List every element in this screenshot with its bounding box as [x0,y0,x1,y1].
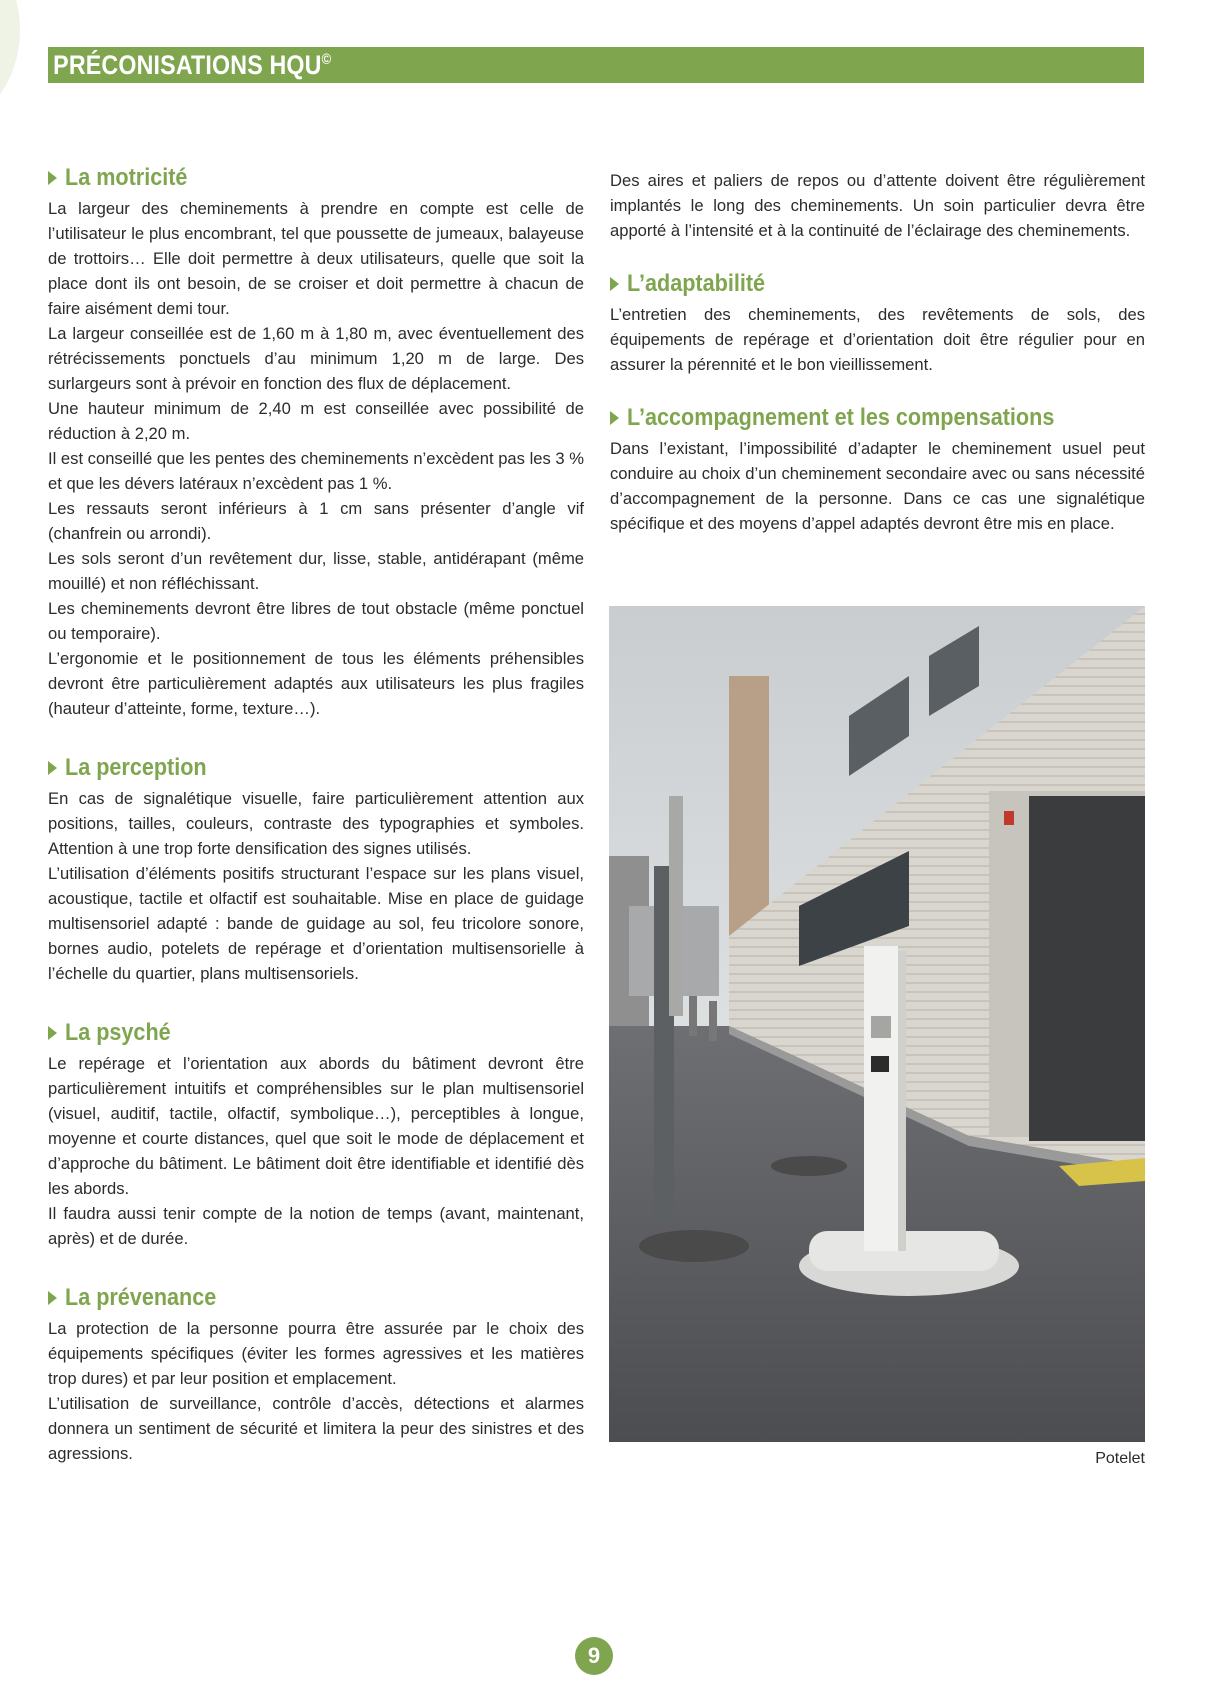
page-title: PRÉCONISATIONS HQU© [53,49,332,80]
paragraph: Les ressauts seront inférieurs à 1 cm sans présenter d’angle vif (chanfrein ou arrondi). [48,499,584,543]
copyright-mark: © [321,50,332,68]
paragraph: La protection de la personne pourra être assurée par le choix des équipements spécifiques (éviter les formes agressives et les matières trop dures) et par leur position et emplacement. [48,1319,584,1388]
page-number: 9 [575,1637,613,1675]
photo-caption: Potelet [1095,1450,1145,1467]
potelet-photo [609,606,1145,1442]
paragraph: L’ergonomie et le positionnement de tous les éléments préhensibles devront être particulièrement adaptés aux utilisateurs les plus fragiles (hauteur d’atteinte, forme, texture…). [48,649,584,718]
paragraph: Le repérage et l’orientation aux abords du bâtiment devront être particulièrement intuitifs et compréhensibles sur le plan multisensoriel (visuel, auditif, tactile, olfactif, symbolique…), perceptibles à longue, moyenne et courte distances, quel que soit le mode de déplacement et d’approche du bâtiment. Le bâtiment doit être identifiable et identifié dès les abords. [48,1054,584,1198]
paragraph: L’utilisation de surveillance, contrôle d’accès, détections et alarmes donnera un sentiment de sécurité et limitera la peur des sinistres et des agressions. [48,1394,584,1463]
paragraph: Dans l’existant, l’impossibilité d’adapter le cheminement usuel peut conduire au choix d’un cheminement secondaire avec ou sans nécessité d’accompagnement de la personne. Dans ce cas une signalétique spécifique et des moyens d’appel adaptés devront être mis en place. [610,439,1145,533]
paragraph: Il faudra aussi tenir compte de la notion de temps (avant, maintenant, après) et de durée. [48,1204,584,1248]
triangle-bullet-icon [48,761,57,775]
section-motricite [48,162,584,721]
triangle-bullet-icon [48,1026,57,1040]
section-prevenance [48,1282,584,1466]
paragraph: L’entretien des cheminements, des revêtements de sols, des équipements de repérage et d’orientation doit être régulier pour en assurer la pérennité et le bon vieillissement. [610,305,1145,374]
paragraph: Des aires et paliers de repos ou d’attente doivent être régulièrement implantés le long des cheminements. Un soin particulier devra être apporté à l’intensité et à la continuité de l’éclairage des cheminements. [610,171,1145,240]
triangle-bullet-icon [610,277,619,291]
paragraph: La largeur conseillée est de 1,60 m à 1,80 m, avec éventuellement des rétrécissements ponctuels d’au minimum 1,20 m de large. Des surlargeurs sont à prévoir en fonction des flux de déplacement. [48,324,584,393]
section-heading: La motricité [48,162,584,194]
section-psyche [48,1017,584,1251]
section-heading: La psyché [48,1017,584,1049]
paragraph: En cas de signalétique visuelle, faire particulièrement attention aux positions, tailles, couleurs, contraste des typographies et symboles. Attention à une trop forte densification des signes utilisés. [48,789,584,858]
paragraph: La largeur des cheminements à prendre en compte est celle de l’utilisateur le plus encombrant, tel que poussette de jumeaux, balayeuse de trottoirs… Elle doit permettre à deux utilisateurs, quelle que soit la place dont ils ont besoin, de se croiser et doit permettre à chacun de faire aisément demi tour. [48,199,584,318]
paragraph: L’utilisation d’éléments positifs structurant l’espace sur les plans visuel, acoustique, tactile et olfactif est souhaitable. Mise en place de guidage multisensoriel adapté : bande de guidage au sol, feu tricolore sonore, bornes audio, potelets de repérage et d’orientation multisensorielle à l’échelle du quartier, plans multisensoriels. [48,864,584,983]
corner-decoration [0,0,20,130]
section-perception [48,752,584,986]
header-bar [48,47,1144,83]
paragraph: Il est conseillé que les pentes des cheminements n’excèdent pas les 3 % et que les dévers latéraux n’excèdent pas 1 %. [48,449,584,493]
triangle-bullet-icon [610,411,619,425]
section-heading: L’accompagnement et les compensations [610,402,1145,434]
section-accompagnement [610,402,1145,536]
section-heading: La perception [48,752,584,784]
section-adaptabilite [610,268,1145,377]
triangle-bullet-icon [48,171,57,185]
triangle-bullet-icon [48,1291,57,1305]
section-heading: La prévenance [48,1282,584,1314]
paragraph: Les cheminements devront être libres de tout obstacle (même ponctuel ou temporaire). [48,599,584,643]
section-aires-repos [610,168,1145,243]
left-column [48,162,584,1466]
paragraph: Une hauteur minimum de 2,40 m est conseillée avec possibilité de réduction à 2,20 m. [48,399,584,443]
paragraph: Les sols seront d’un revêtement dur, lisse, stable, antidérapant (même mouillé) et non réfléchissant. [48,549,584,593]
section-heading: L’adaptabilité [610,268,1145,300]
right-column [610,168,1145,536]
